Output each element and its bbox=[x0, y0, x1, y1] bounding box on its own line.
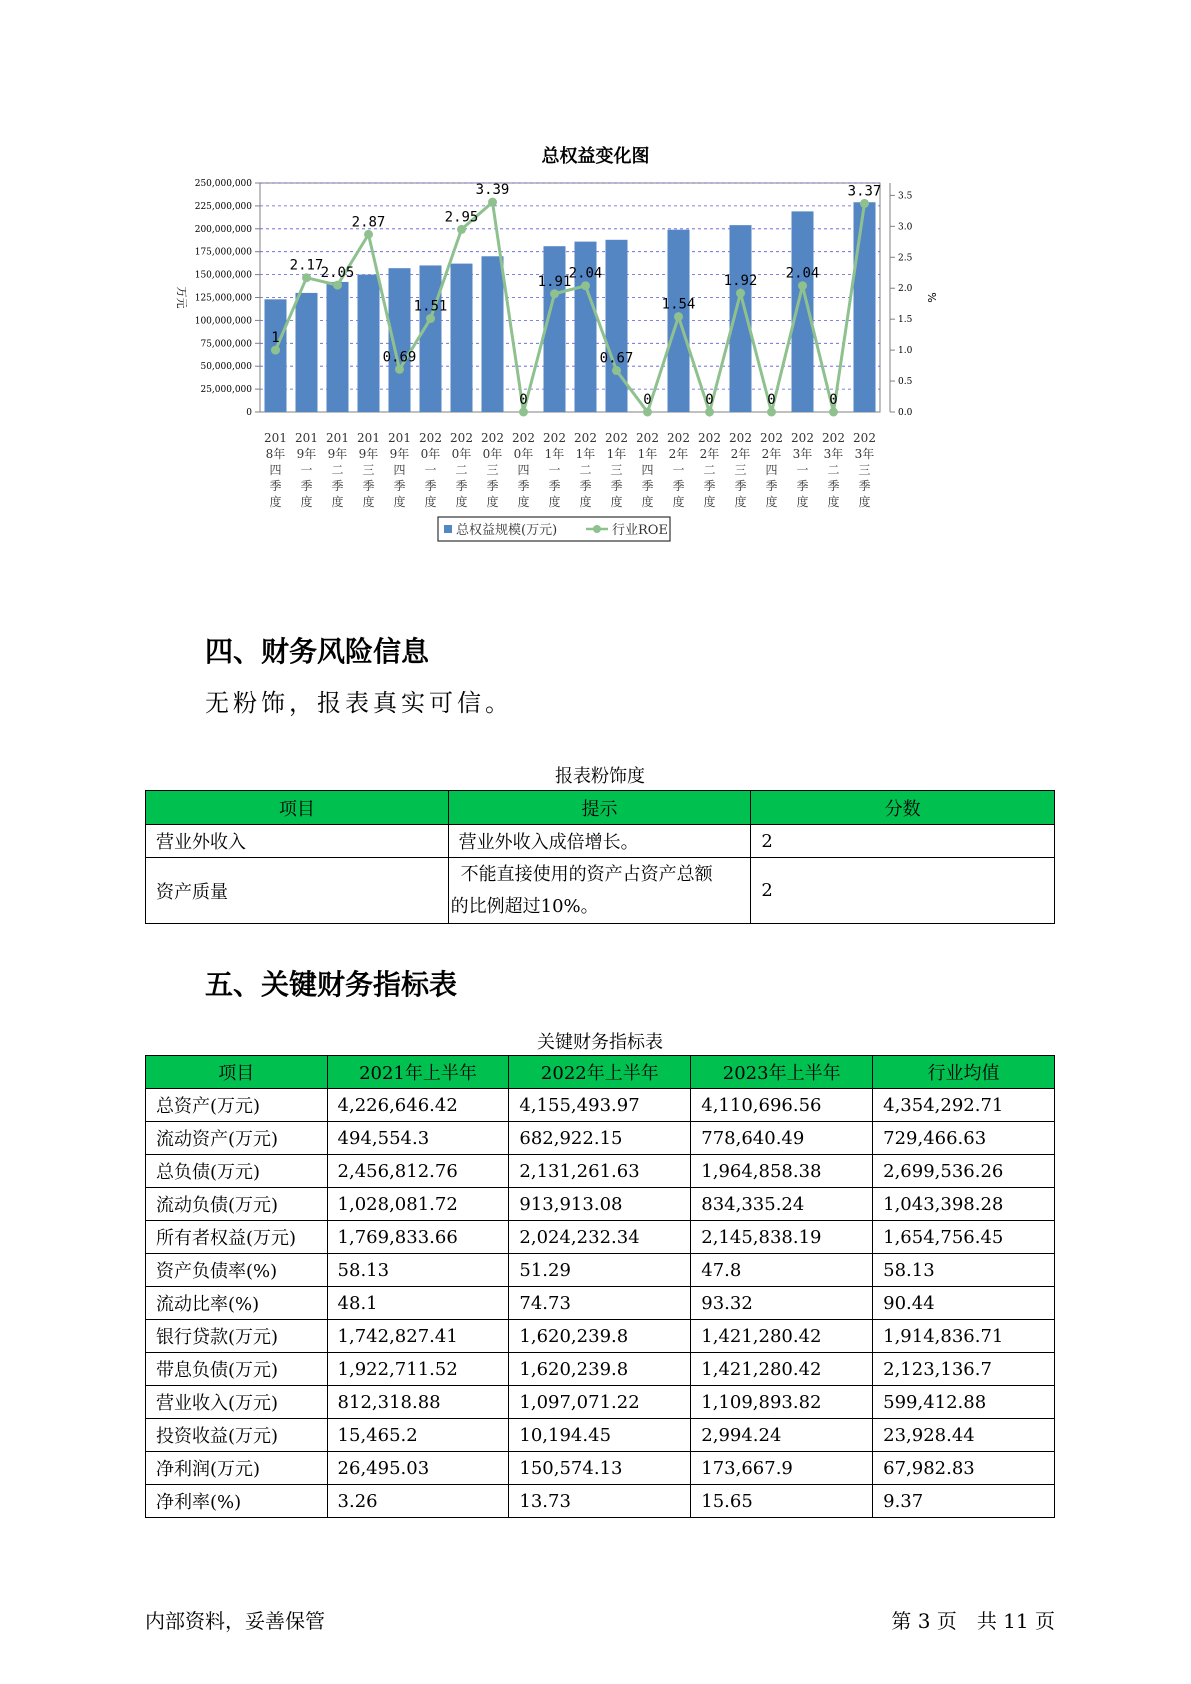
roe-point bbox=[271, 346, 280, 355]
kpi-cell: 599,412.88 bbox=[873, 1386, 1055, 1419]
footer-note: 内部资料，妥善保管 bbox=[145, 1609, 325, 1633]
table-row bbox=[146, 1287, 1055, 1320]
risk-table bbox=[145, 790, 1055, 924]
y-tick-label: 75,000,000 bbox=[200, 339, 252, 350]
x-tick-label: 202 0年三季度 bbox=[481, 431, 504, 509]
bar bbox=[420, 265, 442, 412]
kpi-cell: 23,928.44 bbox=[873, 1419, 1055, 1452]
roe-point bbox=[364, 230, 373, 239]
data-label: 2.04 bbox=[568, 265, 603, 282]
x-tick-label: 201 9年三季度 bbox=[357, 431, 380, 509]
bar bbox=[296, 293, 318, 412]
kpi-cell: 1,421,280.42 bbox=[691, 1353, 873, 1386]
kpi-cell: 2,131,261.63 bbox=[509, 1155, 691, 1188]
roe-point bbox=[612, 366, 621, 375]
risk-item: 资产质量 bbox=[146, 858, 449, 924]
kpi-cell: 2,994.24 bbox=[691, 1419, 873, 1452]
x-tick-label: 202 0年四季度 bbox=[512, 431, 535, 509]
y2-tick-label: 0.0 bbox=[898, 408, 913, 418]
x-tick-label: 202 2年四季度 bbox=[760, 431, 783, 509]
kpi-cell: 58.13 bbox=[327, 1254, 509, 1287]
data-label: 1.92 bbox=[723, 273, 758, 290]
roe-point bbox=[581, 281, 590, 290]
data-label: 0 bbox=[643, 392, 652, 408]
bar bbox=[451, 264, 473, 412]
kpi-cell: 10,194.45 bbox=[509, 1419, 691, 1452]
page-number: 第 3 页 共 11 页 bbox=[891, 1609, 1055, 1633]
x-tick-label: 201 9年四季度 bbox=[388, 431, 411, 509]
risk-header-item: 项目 bbox=[146, 791, 449, 825]
table-row bbox=[146, 1320, 1055, 1353]
y-tick-label: 175,000,000 bbox=[194, 247, 252, 258]
kpi-cell: 1,028,081.72 bbox=[327, 1188, 509, 1221]
kpi-cell: 3.26 bbox=[327, 1485, 509, 1518]
kpi-cell: 150,574.13 bbox=[509, 1452, 691, 1485]
kpi-cell: 778,640.49 bbox=[691, 1122, 873, 1155]
kpi-row-label: 银行贷款(万元) bbox=[146, 1320, 328, 1353]
kpi-table bbox=[145, 1055, 1055, 1518]
bar bbox=[358, 275, 380, 412]
bar bbox=[606, 240, 628, 412]
risk-hint: 营业外收入成倍增长。 bbox=[448, 825, 751, 858]
kpi-cell: 15.65 bbox=[691, 1485, 873, 1518]
table-row bbox=[146, 1353, 1055, 1386]
kpi-cell: 1,097,071.22 bbox=[509, 1386, 691, 1419]
kpi-cell: 9.37 bbox=[873, 1485, 1055, 1518]
table-row bbox=[146, 858, 1055, 924]
x-tick-label: 202 2年一季度 bbox=[667, 431, 690, 509]
kpi-row-label: 流动比率(%) bbox=[146, 1287, 328, 1320]
roe-point bbox=[395, 365, 404, 374]
kpi-row-label: 净利率(%) bbox=[146, 1485, 328, 1518]
kpi-row-label: 总负债(万元) bbox=[146, 1155, 328, 1188]
x-tick-label: 202 2年三季度 bbox=[729, 431, 752, 509]
risk-item: 营业外收入 bbox=[146, 825, 449, 858]
kpi-cell: 682,922.15 bbox=[509, 1122, 691, 1155]
kpi-row-label: 所有者权益(万元) bbox=[146, 1221, 328, 1254]
x-tick-label: 201 9年二季度 bbox=[326, 431, 349, 509]
data-label: 0 bbox=[519, 392, 528, 408]
bar bbox=[327, 282, 349, 412]
y2-tick-label: 3.5 bbox=[898, 191, 913, 202]
kpi-cell: 48.1 bbox=[327, 1287, 509, 1320]
data-label: 2.87 bbox=[351, 214, 386, 231]
data-label: 2.05 bbox=[320, 265, 355, 282]
kpi-cell: 913,913.08 bbox=[509, 1188, 691, 1221]
legend-line-label: 行业ROE bbox=[612, 523, 668, 538]
table-row bbox=[146, 1485, 1055, 1518]
kpi-cell: 1,109,893.82 bbox=[691, 1386, 873, 1419]
kpi-row-label: 总资产(万元) bbox=[146, 1089, 328, 1122]
risk-header-hint: 提示 bbox=[448, 791, 751, 825]
kpi-table-caption: 关键财务指标表 bbox=[537, 1032, 663, 1053]
kpi-cell: 90.44 bbox=[873, 1287, 1055, 1320]
legend-line-marker bbox=[593, 525, 601, 533]
kpi-cell: 4,155,493.97 bbox=[509, 1089, 691, 1122]
table-row bbox=[146, 1254, 1055, 1287]
kpi-cell: 51.29 bbox=[509, 1254, 691, 1287]
y-tick-label: 100,000,000 bbox=[194, 316, 252, 327]
kpi-cell: 74.73 bbox=[509, 1287, 691, 1320]
kpi-cell: 1,914,836.71 bbox=[873, 1320, 1055, 1353]
table-row bbox=[146, 1221, 1055, 1254]
kpi-row-label: 带息负债(万元) bbox=[146, 1353, 328, 1386]
x-tick-label: 201 9年一季度 bbox=[295, 431, 318, 509]
y2-tick-label: 2.5 bbox=[898, 253, 913, 264]
kpi-cell: 47.8 bbox=[691, 1254, 873, 1287]
data-label: 1 bbox=[271, 330, 280, 347]
data-label: 3.39 bbox=[475, 182, 510, 199]
kpi-row-label: 流动负债(万元) bbox=[146, 1188, 328, 1221]
kpi-cell: 26,495.03 bbox=[327, 1452, 509, 1485]
kpi-cell: 494,554.3 bbox=[327, 1122, 509, 1155]
y2-tick-label: 1.5 bbox=[898, 315, 913, 326]
kpi-row-label: 投资收益(万元) bbox=[146, 1419, 328, 1452]
kpi-header-0: 项目 bbox=[146, 1056, 328, 1089]
kpi-cell: 173,667.9 bbox=[691, 1452, 873, 1485]
bar bbox=[544, 246, 566, 412]
roe-point bbox=[705, 408, 714, 417]
data-label: 0 bbox=[829, 392, 838, 408]
x-tick-label: 202 1年二季度 bbox=[574, 431, 597, 509]
x-tick-label: 202 1年三季度 bbox=[605, 431, 628, 509]
kpi-cell: 1,654,756.45 bbox=[873, 1221, 1055, 1254]
roe-point bbox=[488, 198, 497, 207]
y2-tick-label: 3.0 bbox=[898, 222, 913, 233]
risk-hint-line2: 的比例超过10%。 bbox=[450, 895, 599, 917]
y-tick-label: 225,000,000 bbox=[194, 201, 252, 212]
data-label: 2.04 bbox=[785, 265, 820, 282]
roe-point bbox=[829, 408, 838, 417]
table-row bbox=[146, 1089, 1055, 1122]
roe-point bbox=[550, 289, 559, 298]
data-label: 1.91 bbox=[537, 273, 572, 290]
bar bbox=[482, 256, 504, 412]
risk-table-caption: 报表粉饰度 bbox=[555, 766, 645, 787]
roe-point bbox=[674, 312, 683, 321]
x-tick-label: 202 2年二季度 bbox=[698, 431, 721, 509]
chart-title: 总权益变化图 bbox=[541, 146, 650, 167]
bar bbox=[854, 202, 876, 412]
x-tick-label: 202 1年一季度 bbox=[543, 431, 566, 509]
roe-point bbox=[302, 273, 311, 282]
kpi-cell: 1,742,827.41 bbox=[327, 1320, 509, 1353]
x-tick-label: 202 3年一季度 bbox=[791, 431, 814, 509]
y-tick-label: 200,000,000 bbox=[194, 224, 252, 235]
risk-hint-line1: 不能直接使用的资产占资产总额 bbox=[460, 863, 713, 885]
y2-tick-label: 2.0 bbox=[898, 284, 913, 295]
kpi-cell: 1,922,711.52 bbox=[327, 1353, 509, 1386]
roe-point bbox=[333, 281, 342, 290]
table-row bbox=[146, 1188, 1055, 1221]
kpi-cell: 2,123,136.7 bbox=[873, 1353, 1055, 1386]
roe-point bbox=[426, 314, 435, 323]
data-label: 1.51 bbox=[413, 298, 448, 315]
kpi-header-2: 2022年上半年 bbox=[509, 1056, 691, 1089]
table-row bbox=[146, 825, 1055, 858]
kpi-cell: 93.32 bbox=[691, 1287, 873, 1320]
roe-point bbox=[767, 408, 776, 417]
risk-score: 2 bbox=[751, 858, 1055, 924]
table-row bbox=[146, 1452, 1055, 1485]
table-row bbox=[146, 1155, 1055, 1188]
y-tick-label: 125,000,000 bbox=[194, 293, 252, 304]
legend-bar-label: 总权益规模(万元) bbox=[456, 523, 558, 538]
roe-point bbox=[736, 289, 745, 298]
kpi-cell: 4,354,292.71 bbox=[873, 1089, 1055, 1122]
kpi-cell: 1,964,858.38 bbox=[691, 1155, 873, 1188]
kpi-cell: 2,456,812.76 bbox=[327, 1155, 509, 1188]
kpi-cell: 2,699,536.26 bbox=[873, 1155, 1055, 1188]
y-tick-label: 50,000,000 bbox=[200, 362, 252, 373]
kpi-cell: 15,465.2 bbox=[327, 1419, 509, 1452]
equity-chart bbox=[150, 170, 1030, 600]
legend-bar-swatch bbox=[444, 525, 452, 533]
data-label: 2.17 bbox=[289, 257, 324, 274]
kpi-cell: 834,335.24 bbox=[691, 1188, 873, 1221]
x-tick-label: 202 0年一季度 bbox=[419, 431, 442, 509]
y-tick-label: 0 bbox=[246, 408, 252, 418]
data-label: 0.69 bbox=[382, 349, 417, 366]
section5-heading: 五、关键财务指标表 bbox=[205, 968, 458, 1001]
kpi-row-label: 营业收入(万元) bbox=[146, 1386, 328, 1419]
kpi-cell: 1,769,833.66 bbox=[327, 1221, 509, 1254]
roe-point bbox=[643, 408, 652, 417]
x-tick-label: 202 3年三季度 bbox=[853, 431, 876, 509]
data-label: 1.54 bbox=[661, 296, 696, 313]
kpi-row-label: 净利润(万元) bbox=[146, 1452, 328, 1485]
kpi-cell: 58.13 bbox=[873, 1254, 1055, 1287]
kpi-cell: 729,466.63 bbox=[873, 1122, 1055, 1155]
x-tick-label: 202 1年四季度 bbox=[636, 431, 659, 509]
risk-header-score: 分数 bbox=[751, 791, 1055, 825]
x-tick-label: 202 3年二季度 bbox=[822, 431, 845, 509]
x-tick-label: 202 0年二季度 bbox=[450, 431, 473, 509]
roe-point bbox=[798, 281, 807, 290]
kpi-row-label: 资产负债率(%) bbox=[146, 1254, 328, 1287]
kpi-row-label: 流动资产(万元) bbox=[146, 1122, 328, 1155]
kpi-cell: 4,226,646.42 bbox=[327, 1089, 509, 1122]
kpi-header-4: 行业均值 bbox=[873, 1056, 1055, 1089]
kpi-cell: 1,620,239.8 bbox=[509, 1320, 691, 1353]
y-axis-label: 万元 bbox=[175, 286, 188, 309]
section4-heading: 四、财务风险信息 bbox=[205, 635, 430, 668]
section4-text: 无粉饰，报表真实可信。 bbox=[205, 689, 513, 717]
kpi-header-3: 2023年上半年 bbox=[691, 1056, 873, 1089]
data-label: 2.95 bbox=[444, 209, 479, 226]
kpi-cell: 812,318.88 bbox=[327, 1386, 509, 1419]
y-tick-label: 250,000,000 bbox=[194, 179, 252, 189]
y2-tick-label: 0.5 bbox=[898, 377, 913, 388]
kpi-cell: 13.73 bbox=[509, 1485, 691, 1518]
table-row bbox=[146, 1122, 1055, 1155]
y2-tick-label: 1.0 bbox=[898, 346, 913, 357]
kpi-cell: 67,982.83 bbox=[873, 1452, 1055, 1485]
table-row bbox=[146, 1419, 1055, 1452]
bar bbox=[265, 299, 287, 412]
kpi-cell: 1,043,398.28 bbox=[873, 1188, 1055, 1221]
kpi-header-1: 2021年上半年 bbox=[327, 1056, 509, 1089]
data-label: 0.67 bbox=[599, 350, 634, 367]
x-tick-label: 201 8年四季度 bbox=[264, 431, 287, 509]
kpi-cell: 2,145,838.19 bbox=[691, 1221, 873, 1254]
kpi-cell: 4,110,696.56 bbox=[691, 1089, 873, 1122]
kpi-cell: 2,024,232.34 bbox=[509, 1221, 691, 1254]
roe-point bbox=[860, 199, 869, 208]
y-tick-label: 150,000,000 bbox=[194, 270, 252, 281]
roe-point bbox=[457, 225, 466, 234]
data-label: 0 bbox=[705, 392, 714, 408]
y2-axis-label: % bbox=[925, 292, 938, 303]
table-row bbox=[146, 1386, 1055, 1419]
y-tick-label: 25,000,000 bbox=[200, 385, 252, 396]
roe-point bbox=[519, 408, 528, 417]
risk-score: 2 bbox=[751, 825, 1055, 858]
data-label: 3.37 bbox=[847, 183, 882, 200]
kpi-cell: 1,620,239.8 bbox=[509, 1353, 691, 1386]
kpi-cell: 1,421,280.42 bbox=[691, 1320, 873, 1353]
data-label: 0 bbox=[767, 392, 776, 408]
